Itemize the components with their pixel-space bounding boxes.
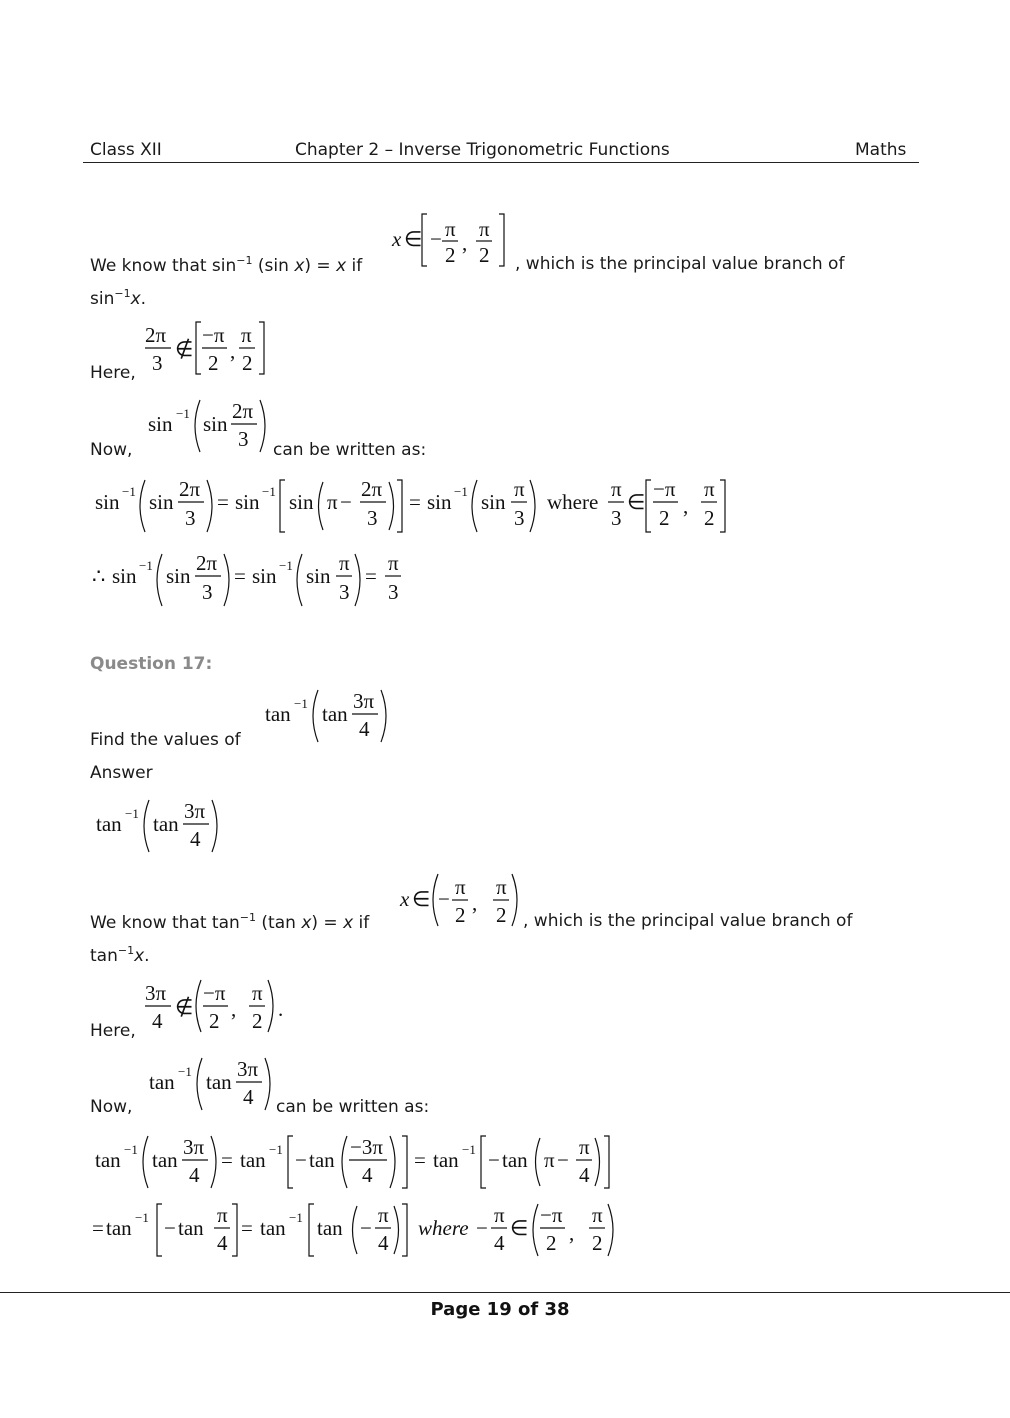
here1-expression <box>145 318 275 382</box>
svg-text:3: 3 <box>185 506 196 530</box>
svg-text:−1: −1 <box>289 1210 303 1225</box>
svg-text:−1: −1 <box>454 484 468 499</box>
svg-text:3: 3 <box>202 580 213 604</box>
svg-text:−1: −1 <box>122 484 136 499</box>
svg-text:x: x <box>392 227 402 251</box>
svg-text:−: − <box>476 1216 488 1240</box>
page-number: Page 19 of 38 <box>430 1299 570 1320</box>
svg-text:π: π <box>339 551 350 575</box>
svg-text:−: − <box>430 227 442 251</box>
now2-label: Now, <box>90 1097 133 1117</box>
svg-text:4: 4 <box>217 1231 228 1255</box>
svg-text:,: , <box>472 891 478 915</box>
footer-divider <box>0 1292 1010 1293</box>
svg-text:π: π <box>514 477 525 501</box>
equation-tan-2 <box>92 1200 622 1264</box>
svg-text:4: 4 <box>579 1163 590 1187</box>
svg-text:2: 2 <box>546 1231 557 1255</box>
svg-text:2π: 2π <box>145 323 167 347</box>
svg-text:sin: sin <box>252 564 277 588</box>
svg-text:.: . <box>278 997 284 1021</box>
svg-text:sin: sin <box>427 490 452 514</box>
svg-text:3π: 3π <box>353 689 375 713</box>
svg-text:−π: −π <box>540 1203 563 1227</box>
svg-text:π: π <box>611 477 622 501</box>
svg-text:where: where <box>547 490 599 514</box>
svg-text:=: = <box>241 1216 253 1240</box>
svg-text:,: , <box>683 494 689 518</box>
svg-text:tan: tan <box>260 1216 286 1240</box>
para2-line1-tail: , which is the principal value branch of <box>523 911 853 931</box>
svg-text:sin: sin <box>289 490 314 514</box>
svg-text:,: , <box>462 231 468 255</box>
svg-text:π: π <box>455 875 466 899</box>
svg-text:sin: sin <box>149 490 174 514</box>
svg-text:2: 2 <box>208 351 219 375</box>
svg-text:π: π <box>496 875 507 899</box>
svg-text:3: 3 <box>339 580 350 604</box>
svg-text:−1: −1 <box>462 1142 476 1157</box>
svg-text:sin: sin <box>235 490 260 514</box>
equation-tan-1 <box>95 1132 615 1196</box>
svg-text:tan: tan <box>502 1148 528 1172</box>
svg-text:tan: tan <box>265 702 291 726</box>
svg-text:3: 3 <box>611 506 622 530</box>
now1-tail: can be written as: <box>273 440 427 460</box>
svg-text:π: π <box>494 1203 505 1227</box>
svg-text:3π: 3π <box>183 1135 205 1159</box>
svg-text:π: π <box>241 323 252 347</box>
para1-line1-tail: , which is the principal value branch of <box>515 254 845 274</box>
svg-text:4: 4 <box>189 1163 200 1187</box>
svg-text:π: π <box>378 1203 389 1227</box>
svg-text:−π: −π <box>203 981 226 1005</box>
svg-text:=: = <box>221 1148 233 1172</box>
svg-text:−1: −1 <box>124 1142 138 1157</box>
equation-sin-1 <box>95 476 735 540</box>
svg-text:4: 4 <box>494 1231 505 1255</box>
svg-text:−: − <box>438 887 450 911</box>
svg-text:2: 2 <box>479 243 490 267</box>
svg-text:2: 2 <box>496 903 507 927</box>
answer-expression <box>96 796 226 860</box>
svg-text:3: 3 <box>152 351 163 375</box>
svg-text:sin: sin <box>481 490 506 514</box>
svg-text:tan: tan <box>95 1148 121 1172</box>
svg-text:−1: −1 <box>125 806 139 821</box>
svg-text:3π: 3π <box>237 1057 259 1081</box>
svg-text:,: , <box>231 997 237 1021</box>
svg-text:3: 3 <box>367 506 378 530</box>
svg-text:∉: ∉ <box>175 995 194 1019</box>
svg-text:−3π: −3π <box>350 1135 383 1159</box>
svg-text:tan: tan <box>309 1148 335 1172</box>
now2-tail: can be written as: <box>276 1097 430 1117</box>
svg-text:2π: 2π <box>232 399 254 423</box>
svg-text:−: − <box>557 1148 569 1172</box>
svg-text:−1: −1 <box>135 1210 149 1225</box>
svg-text:2π: 2π <box>179 477 201 501</box>
svg-text:3π: 3π <box>145 981 167 1005</box>
interval-closed-pi2 <box>392 210 522 274</box>
svg-text:−: − <box>488 1148 500 1172</box>
find-values-text: Find the values of <box>90 730 241 750</box>
svg-text:tan: tan <box>153 812 179 836</box>
svg-text:tan: tan <box>178 1216 204 1240</box>
svg-text:,: , <box>230 339 236 363</box>
svg-text:∈: ∈ <box>404 227 423 251</box>
svg-text:=: = <box>217 490 229 514</box>
now1-expression <box>148 396 276 460</box>
svg-text:2: 2 <box>659 506 670 530</box>
svg-text:tan: tan <box>152 1148 178 1172</box>
svg-text:tan: tan <box>206 1070 232 1094</box>
svg-text:2π: 2π <box>196 551 218 575</box>
svg-text:2: 2 <box>209 1009 220 1033</box>
para1-line1: We know that $\sin^{-1} (\sin$ x) = x if <box>90 254 363 276</box>
svg-text:−1: −1 <box>178 1064 192 1079</box>
svg-text:=: = <box>234 564 246 588</box>
answer-label: Answer <box>90 763 153 783</box>
para2-line2: $\tan^{-1}x$. <box>90 944 150 966</box>
equation-sin-2 <box>92 550 412 614</box>
svg-text:tan: tan <box>322 702 348 726</box>
svg-text:π: π <box>579 1135 590 1159</box>
svg-text:4: 4 <box>152 1009 163 1033</box>
svg-text:=: = <box>365 564 377 588</box>
header-subject: Maths <box>855 140 907 160</box>
svg-text:−π: −π <box>653 477 676 501</box>
svg-text:−1: −1 <box>294 696 308 711</box>
svg-text:π: π <box>327 490 338 514</box>
here2-label: Here, <box>90 1021 136 1041</box>
svg-text:−1: −1 <box>279 558 293 573</box>
svg-text:sin: sin <box>112 564 137 588</box>
svg-text:sin: sin <box>203 412 228 436</box>
svg-text:π: π <box>592 1203 603 1227</box>
svg-text:∈: ∈ <box>627 490 646 514</box>
svg-text:π: π <box>252 981 263 1005</box>
svg-text:∉: ∉ <box>175 337 194 361</box>
svg-text:tan: tan <box>106 1216 132 1240</box>
svg-text:−1: −1 <box>269 1142 283 1157</box>
svg-text:π: π <box>217 1203 228 1227</box>
svg-text:2: 2 <box>445 243 456 267</box>
svg-text:−1: −1 <box>139 558 153 573</box>
now1-label: Now, <box>90 440 133 460</box>
svg-text:π: π <box>445 217 456 241</box>
svg-text:∴: ∴ <box>92 564 106 588</box>
svg-text:where: where <box>418 1216 469 1240</box>
svg-text:4: 4 <box>243 1085 254 1109</box>
svg-text:3π: 3π <box>184 799 206 823</box>
svg-text:2: 2 <box>592 1231 603 1255</box>
svg-text:−π: −π <box>202 323 225 347</box>
svg-text:tan: tan <box>149 1070 175 1094</box>
svg-text:−1: −1 <box>176 406 190 421</box>
svg-text:=: = <box>92 1216 104 1240</box>
svg-text:,: , <box>569 1221 575 1245</box>
svg-text:tan: tan <box>96 812 122 836</box>
here1-label: Here, <box>90 363 136 383</box>
svg-text:π: π <box>388 551 399 575</box>
para2-line1: We know that $\tan^{-1} (\tan$ x) = x if <box>90 911 370 933</box>
svg-text:tan: tan <box>433 1148 459 1172</box>
svg-text:3: 3 <box>388 580 399 604</box>
svg-text:4: 4 <box>362 1163 373 1187</box>
svg-text:−: − <box>295 1148 307 1172</box>
svg-text:π: π <box>479 217 490 241</box>
svg-text:sin: sin <box>148 412 173 436</box>
svg-text:−: − <box>164 1216 176 1240</box>
para1-line2: $\sin^{-1}x$. <box>90 287 147 309</box>
svg-text:sin: sin <box>306 564 331 588</box>
svg-text:=: = <box>409 490 421 514</box>
question-heading: Question 17: <box>90 654 213 674</box>
svg-text:2: 2 <box>252 1009 263 1033</box>
svg-text:∈: ∈ <box>412 887 431 911</box>
svg-text:−1: −1 <box>262 484 276 499</box>
svg-text:∈: ∈ <box>510 1216 529 1240</box>
svg-text:tan: tan <box>240 1148 266 1172</box>
svg-text:sin: sin <box>95 490 120 514</box>
svg-text:2π: 2π <box>361 477 383 501</box>
here2-expression <box>145 976 290 1040</box>
svg-text:3: 3 <box>514 506 525 530</box>
svg-text:−: − <box>340 490 352 514</box>
question-expression <box>265 686 395 750</box>
svg-text:2: 2 <box>704 506 715 530</box>
svg-text:π: π <box>544 1148 555 1172</box>
svg-text:4: 4 <box>359 717 370 741</box>
svg-text:4: 4 <box>190 827 201 851</box>
svg-text:3: 3 <box>238 427 249 451</box>
header-divider <box>83 162 919 163</box>
svg-text:x: x <box>400 887 410 911</box>
svg-text:−: − <box>360 1216 372 1240</box>
svg-text:=: = <box>414 1148 426 1172</box>
svg-text:sin: sin <box>166 564 191 588</box>
svg-text:tan: tan <box>317 1216 343 1240</box>
interval-open-pi2 <box>400 870 530 934</box>
svg-text:π: π <box>704 477 715 501</box>
header-class: Class XII <box>90 140 162 160</box>
svg-text:2: 2 <box>455 903 466 927</box>
svg-text:2: 2 <box>242 351 253 375</box>
now2-expression <box>149 1054 279 1118</box>
header-chapter-title: Chapter 2 – Inverse Trigonometric Functions <box>295 140 670 160</box>
svg-text:4: 4 <box>378 1231 389 1255</box>
